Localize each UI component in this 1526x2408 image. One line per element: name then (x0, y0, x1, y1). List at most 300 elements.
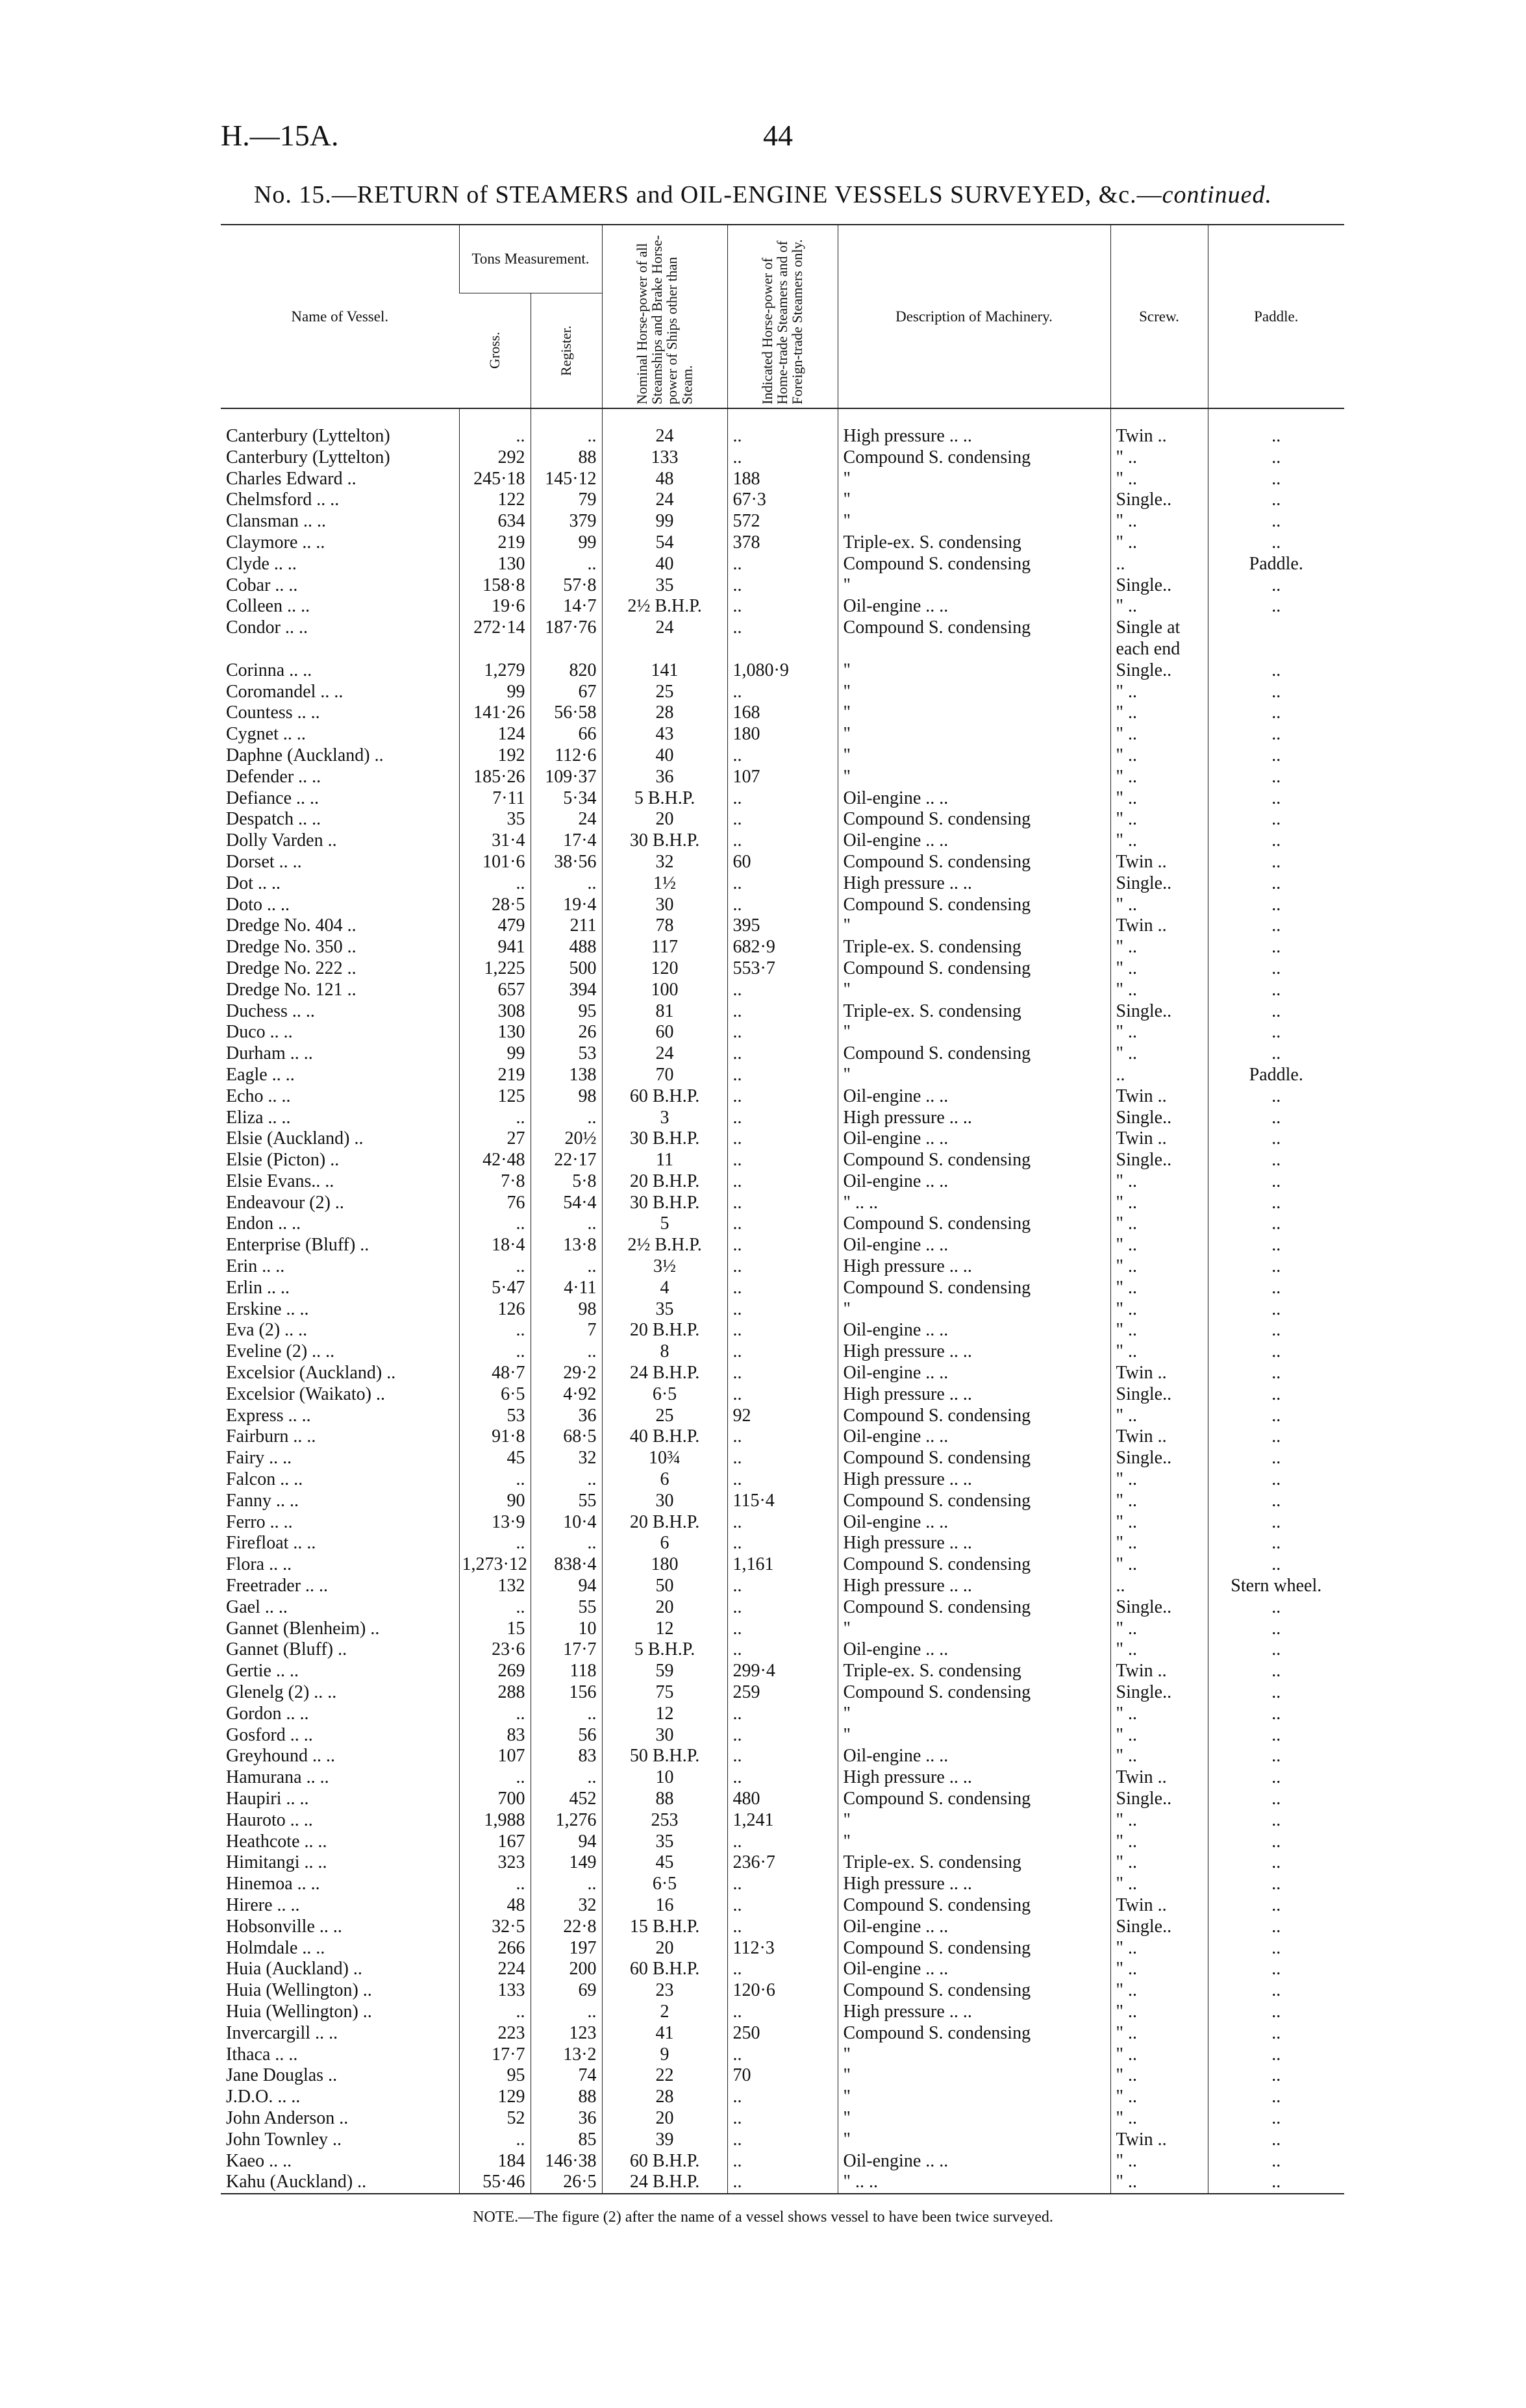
screw-cell: " .. (1110, 1554, 1208, 1576)
vessel-name-cell: Dredge No. 222 .. (226, 958, 356, 978)
indicated-hp-cell: 378 (727, 532, 838, 554)
register-tons-cell: 56·58 (531, 702, 602, 724)
indicated-hp-cell: .. (727, 682, 838, 703)
table-row (221, 2108, 1344, 2129)
paddle-cell: .. (1208, 1001, 1344, 1023)
screw-cell: " .. (1110, 1022, 1208, 1043)
table-row (221, 1767, 1344, 1789)
register-tons-cell: 54·4 (531, 1193, 602, 1214)
screw-cell: " .. (1110, 1852, 1208, 1874)
vessel-name-cell: Eva (2) .. .. (226, 1320, 308, 1341)
indicated-hp-cell: 1,080·9 (727, 660, 838, 682)
register-tons-cell: 69 (531, 1980, 602, 2002)
nominal-hp-cell: 20 (602, 1597, 727, 1619)
paddle-cell: .. (1208, 1512, 1344, 1533)
nominal-hp-cell: 117 (602, 937, 727, 958)
gross-tons-cell: 133 (459, 1980, 531, 2002)
screw-cell: " .. (1110, 2002, 1208, 2023)
header-indicated-horse-power: Indicated Horse-power of Home-trade Steamers and of Foreign-trade Steamers only. (727, 225, 838, 408)
gross-tons-cell: .. (459, 1341, 531, 1363)
vessel-name-cell: Endeavour (2) .. (226, 1192, 344, 1213)
register-tons-cell: 394 (531, 980, 602, 1001)
indicated-hp-cell: .. (727, 2172, 838, 2194)
gross-tons-cell: 479 (459, 915, 531, 937)
nominal-hp-cell: 20 (602, 2108, 727, 2129)
table-row (221, 1725, 1344, 1746)
table-row (221, 554, 1344, 575)
paddle-cell: .. (1208, 1874, 1344, 1895)
gross-tons-cell: 90 (459, 1491, 531, 1512)
vessel-name-cell: Holmdale .. .. (226, 1937, 325, 1958)
indicated-hp-cell: 60 (727, 852, 838, 873)
vessel-name-cell: Cobar .. .. (226, 575, 298, 595)
vessel-name-cell: Freetrader .. .. (226, 1576, 329, 1596)
table-row (221, 1704, 1344, 1725)
paddle-cell: .. (1208, 2151, 1344, 2172)
nominal-hp-cell: 30 B.H.P. (602, 1128, 727, 1150)
indicated-hp-cell: .. (727, 1299, 838, 1321)
screw-cell: Single.. (1110, 1108, 1208, 1129)
machinery-cell: Compound S. condensing (838, 1938, 1110, 1959)
vessel-name-cell: Huia (Auckland) .. (226, 1959, 362, 1980)
machinery-cell: Oil-engine .. .. (838, 1639, 1110, 1661)
machinery-cell: " (838, 745, 1110, 767)
gross-tons-cell: .. (459, 1108, 531, 1129)
vessel-name-cell: Hinemoa .. .. (226, 1874, 320, 1894)
nominal-hp-cell: 100 (602, 980, 727, 1001)
indicated-hp-cell: .. (727, 788, 838, 810)
register-tons-cell: .. (531, 873, 602, 895)
vessel-name-cell: Coromandel .. .. (226, 681, 344, 702)
table-row (221, 1341, 1344, 1363)
register-tons-cell: 36 (531, 1406, 602, 1427)
nominal-hp-cell: 39 (602, 2129, 727, 2151)
indicated-hp-cell: .. (727, 1193, 838, 1214)
register-tons-cell: 32 (531, 1895, 602, 1917)
machinery-cell: Compound S. condensing (838, 1980, 1110, 2002)
table-row (221, 915, 1344, 937)
table-row (221, 596, 1344, 617)
machinery-cell: Compound S. condensing (838, 852, 1110, 873)
nominal-hp-cell: 2½ B.H.P. (602, 596, 727, 617)
gross-tons-cell: 45 (459, 1448, 531, 1469)
indicated-hp-cell: 682·9 (727, 937, 838, 958)
gross-tons-cell: 1,273·12 (459, 1554, 531, 1576)
register-tons-cell: 94 (531, 1576, 602, 1597)
register-tons-cell: 4·92 (531, 1384, 602, 1406)
screw-cell: .. (1110, 1576, 1208, 1597)
paddle-cell: .. (1208, 809, 1344, 830)
table-row (221, 788, 1344, 810)
table-row (221, 1448, 1344, 1469)
paddle-cell: .. (1208, 2023, 1344, 2044)
paddle-cell: .. (1208, 2108, 1344, 2129)
machinery-cell: Compound S. condensing (838, 1448, 1110, 1469)
table-row (221, 532, 1344, 554)
table-row (221, 1426, 1344, 1448)
vessel-name-cell: Eagle .. .. (226, 1064, 295, 1085)
machinery-cell: Compound S. condensing (838, 554, 1110, 575)
machinery-cell: " (838, 767, 1110, 788)
table-row (221, 1065, 1344, 1086)
screw-cell: Single.. (1110, 1597, 1208, 1619)
indicated-hp-cell: .. (727, 575, 838, 597)
register-tons-cell: 200 (531, 1959, 602, 1980)
screw-cell: " .. (1110, 2023, 1208, 2044)
paddle-cell: .. (1208, 1278, 1344, 1299)
table-row (221, 1108, 1344, 1129)
vessel-name-cell: Defiance .. .. (226, 788, 319, 808)
vessel-name-cell: Duchess .. .. (226, 1000, 315, 1021)
screw-cell: " .. (1110, 2044, 1208, 2066)
nominal-hp-cell: 141 (602, 660, 727, 682)
gross-tons-cell: 219 (459, 532, 531, 554)
machinery-cell: Triple-ex. S. condensing (838, 532, 1110, 554)
table-row (221, 1639, 1344, 1661)
vessel-name-cell: Excelsior (Waikato) .. (226, 1384, 385, 1404)
gross-tons-cell: 185·26 (459, 767, 531, 788)
table-row (221, 617, 1344, 639)
register-tons-cell: .. (531, 1341, 602, 1363)
machinery-cell: High pressure .. .. (838, 1108, 1110, 1129)
machinery-cell: High pressure .. .. (838, 1576, 1110, 1597)
table-row (221, 1001, 1344, 1023)
register-tons-cell: 146·38 (531, 2151, 602, 2172)
machinery-cell: Oil-engine .. .. (838, 1917, 1110, 1938)
vessel-name-cell: Glenelg (2) .. .. (226, 1682, 337, 1703)
vessel-name-cell: Canterbury (Lyttelton) (226, 426, 390, 446)
nominal-hp-cell: 24 (602, 617, 727, 639)
gross-tons-cell: 223 (459, 2023, 531, 2044)
register-tons-cell: 88 (531, 447, 602, 469)
vessel-name-cell: Colleen .. .. (226, 596, 310, 617)
nominal-hp-cell: 15 B.H.P. (602, 1917, 727, 1938)
paddle-cell: .. (1208, 1448, 1344, 1469)
register-tons-cell: 379 (531, 511, 602, 532)
table-row (221, 639, 1344, 660)
indicated-hp-cell: .. (727, 1426, 838, 1448)
machinery-cell: Compound S. condensing (838, 1597, 1110, 1619)
paddle-cell: .. (1208, 915, 1344, 937)
nominal-hp-cell: 35 (602, 1831, 727, 1853)
paddle-cell: .. (1208, 1639, 1344, 1661)
nominal-hp-cell: 25 (602, 1406, 727, 1427)
machinery-cell: " (838, 1725, 1110, 1746)
table-row (221, 1576, 1344, 1597)
vessel-name-cell: Durham .. .. (226, 1043, 313, 1064)
paddle-cell: .. (1208, 532, 1344, 554)
paddle-cell: .. (1208, 1917, 1344, 1938)
screw-cell: " .. (1110, 788, 1208, 810)
indicated-hp-cell: .. (727, 830, 838, 852)
register-tons-cell: 145·12 (531, 469, 602, 490)
vessel-name-cell: Canterbury (Lyttelton) (226, 447, 390, 467)
register-tons-cell: .. (531, 1213, 602, 1235)
machinery-cell: Compound S. condensing (838, 617, 1110, 639)
nominal-hp-cell: 60 B.H.P. (602, 2151, 727, 2172)
register-tons-cell: 85 (531, 2129, 602, 2151)
gross-tons-cell: .. (459, 408, 531, 447)
gross-tons-cell: .. (459, 1704, 531, 1725)
machinery-cell: " (838, 2044, 1110, 2066)
indicated-hp-cell: .. (727, 1767, 838, 1789)
machinery-cell: Compound S. condensing (838, 809, 1110, 830)
nominal-hp-cell: 23 (602, 1980, 727, 2002)
nominal-hp-cell: 25 (602, 682, 727, 703)
indicated-hp-cell: .. (727, 1363, 838, 1384)
nominal-hp-cell: 24 (602, 408, 727, 447)
paddle-cell: .. (1208, 2002, 1344, 2023)
gross-tons-cell: 13·9 (459, 1512, 531, 1533)
screw-cell: " .. (1110, 1619, 1208, 1640)
screw-cell: Twin .. (1110, 1128, 1208, 1150)
gross-tons-cell: 192 (459, 745, 531, 767)
table-row (221, 2129, 1344, 2151)
gross-tons-cell: 657 (459, 980, 531, 1001)
vessel-name-cell: Erin .. .. (226, 1256, 285, 1277)
gross-tons-cell: 272·14 (459, 617, 531, 639)
gross-tons-cell: 158·8 (459, 575, 531, 597)
gross-tons-cell: .. (459, 1469, 531, 1491)
gross-tons-cell: 1,988 (459, 1810, 531, 1831)
nominal-hp-cell: 60 B.H.P. (602, 1086, 727, 1108)
register-tons-cell: 38·56 (531, 852, 602, 873)
table-row (221, 1597, 1344, 1619)
nominal-hp-cell: 2 (602, 2002, 727, 2023)
vessel-name-cell: Express .. .. (226, 1405, 311, 1426)
register-tons-cell: 838·4 (531, 1554, 602, 1576)
paddle-cell: .. (1208, 1831, 1344, 1853)
table-row (221, 1320, 1344, 1341)
screw-cell: " .. (1110, 1639, 1208, 1661)
indicated-hp-cell: 180 (727, 724, 838, 745)
table-row (221, 660, 1344, 682)
indicated-hp-cell: 92 (727, 1406, 838, 1427)
nominal-hp-cell: 50 B.H.P. (602, 1746, 727, 1767)
register-tons-cell: 500 (531, 958, 602, 980)
gross-tons-cell: 48 (459, 1895, 531, 1917)
machinery-cell: " (838, 660, 1110, 682)
register-tons-cell: .. (531, 408, 602, 447)
paddle-cell: .. (1208, 1725, 1344, 1746)
machinery-cell: " (838, 915, 1110, 937)
table-row (221, 873, 1344, 895)
indicated-hp-cell: .. (727, 1235, 838, 1256)
nominal-hp-cell: 32 (602, 852, 727, 873)
indicated-hp-cell: .. (727, 1320, 838, 1341)
screw-cell: " .. (1110, 1406, 1208, 1427)
nominal-hp-cell: 9 (602, 2044, 727, 2066)
paddle-cell: .. (1208, 1299, 1344, 1321)
nominal-hp-cell: 12 (602, 1619, 727, 1640)
indicated-hp-cell: .. (727, 2129, 838, 2151)
vessel-name-cell: Claymore .. .. (226, 532, 325, 552)
vessel-name-cell: Invercargill .. .. (226, 2022, 338, 2043)
gross-tons-cell: 308 (459, 1001, 531, 1023)
indicated-hp-cell (727, 639, 838, 660)
register-tons-cell: 149 (531, 1852, 602, 1874)
gross-tons-cell: 18·4 (459, 1235, 531, 1256)
steamers-return-table (221, 224, 1344, 2194)
paddle-cell: .. (1208, 1171, 1344, 1193)
screw-cell: " .. (1110, 724, 1208, 745)
machinery-cell: " (838, 2065, 1110, 2087)
nominal-hp-cell: 88 (602, 1789, 727, 1810)
table-row (221, 1469, 1344, 1491)
nominal-hp-cell: 20 (602, 1938, 727, 1959)
register-tons-cell: 452 (531, 1789, 602, 1810)
table-row (221, 490, 1344, 511)
machinery-cell: Compound S. condensing (838, 2023, 1110, 2044)
nominal-hp-cell: 54 (602, 532, 727, 554)
screw-cell: " .. (1110, 1193, 1208, 1214)
screw-cell: " .. (1110, 745, 1208, 767)
indicated-hp-cell: 259 (727, 1682, 838, 1704)
table-row (221, 958, 1344, 980)
screw-cell: " .. (1110, 2108, 1208, 2129)
gross-tons-cell: 76 (459, 1193, 531, 1214)
gross-tons-cell: 53 (459, 1406, 531, 1427)
table-row (221, 767, 1344, 788)
vessel-rows (221, 408, 1344, 2194)
paddle-cell: .. (1208, 1533, 1344, 1554)
gross-tons-cell: 288 (459, 1682, 531, 1704)
screw-cell: " .. (1110, 937, 1208, 958)
nominal-hp-cell: 12 (602, 1704, 727, 1725)
screw-cell: Single.. (1110, 1789, 1208, 1810)
paddle-cell: .. (1208, 830, 1344, 852)
paddle-cell: .. (1208, 1341, 1344, 1363)
paddle-cell: .. (1208, 575, 1344, 597)
nominal-hp-cell: 24 B.H.P. (602, 1363, 727, 1384)
gross-tons-cell: .. (459, 873, 531, 895)
nominal-hp-cell: 43 (602, 724, 727, 745)
report-reference: H.—15A. (221, 119, 339, 152)
indicated-hp-cell: 553·7 (727, 958, 838, 980)
machinery-cell: Compound S. condensing (838, 1682, 1110, 1704)
table-row (221, 408, 1344, 447)
indicated-hp-cell: .. (727, 2087, 838, 2108)
nominal-hp-cell: 28 (602, 2087, 727, 2108)
screw-cell: Single.. (1110, 1917, 1208, 1938)
vessel-name-cell: Gannet (Bluff) .. (226, 1639, 347, 1660)
indicated-hp-cell: .. (727, 895, 838, 916)
paddle-cell: .. (1208, 937, 1344, 958)
screw-cell: Single.. (1110, 1384, 1208, 1406)
table-row (221, 1512, 1344, 1533)
nominal-hp-cell: 22 (602, 2065, 727, 2087)
indicated-hp-cell: .. (727, 1874, 838, 1895)
vessel-name-cell: Eliza .. .. (226, 1107, 291, 1128)
paddle-cell: .. (1208, 788, 1344, 810)
nominal-hp-cell: 6 (602, 1533, 727, 1554)
gross-tons-cell: 55·46 (459, 2172, 531, 2194)
table-row (221, 1831, 1344, 1853)
nominal-hp-cell: 60 (602, 1022, 727, 1043)
indicated-hp-cell: .. (727, 596, 838, 617)
machinery-cell: " (838, 575, 1110, 597)
machinery-cell: " (838, 724, 1110, 745)
screw-cell: .. (1110, 1065, 1208, 1086)
indicated-hp-cell: .. (727, 617, 838, 639)
paddle-cell: .. (1208, 1235, 1344, 1256)
machinery-cell: High pressure .. .. (838, 1874, 1110, 1895)
vessel-name-cell: Gannet (Blenheim) .. (226, 1618, 380, 1639)
vessel-name-cell: J.D.O. .. .. (226, 2087, 301, 2107)
indicated-hp-cell: .. (727, 2108, 838, 2129)
machinery-cell: High pressure .. .. (838, 408, 1110, 447)
indicated-hp-cell: .. (727, 1831, 838, 1853)
gross-tons-cell: 700 (459, 1789, 531, 1810)
screw-cell: " .. (1110, 2087, 1208, 2108)
screw-cell: Single at (1110, 617, 1208, 639)
register-tons-cell: 118 (531, 1661, 602, 1682)
paddle-cell: .. (1208, 1491, 1344, 1512)
register-tons-cell: 211 (531, 915, 602, 937)
register-tons-cell: 14·7 (531, 596, 602, 617)
paddle-cell: .. (1208, 1150, 1344, 1171)
machinery-cell: " (838, 1022, 1110, 1043)
register-tons-cell: 74 (531, 2065, 602, 2087)
table-row (221, 1810, 1344, 1831)
nominal-hp-cell: 35 (602, 1299, 727, 1321)
register-tons-cell: 56 (531, 1725, 602, 1746)
register-tons-cell: 94 (531, 1831, 602, 1853)
nominal-hp-cell: 99 (602, 511, 727, 532)
vessel-name-cell: Hirere .. .. (226, 1894, 300, 1915)
indicated-hp-cell: 120·6 (727, 1980, 838, 2002)
indicated-hp-cell: 168 (727, 702, 838, 724)
vessel-name-cell: Greyhound .. .. (226, 1746, 335, 1767)
gross-tons-cell: 42·48 (459, 1150, 531, 1171)
table-row (221, 447, 1344, 469)
vessel-name-cell: Enterprise (Bluff) .. (226, 1235, 369, 1256)
register-tons-cell: 24 (531, 809, 602, 830)
register-tons-cell: 68·5 (531, 1426, 602, 1448)
machinery-cell: " (838, 2087, 1110, 2108)
paddle-cell: .. (1208, 1086, 1344, 1108)
indicated-hp-cell: .. (727, 1128, 838, 1150)
indicated-hp-cell: 67·3 (727, 490, 838, 511)
header-screw: Screw. (1110, 225, 1208, 408)
nominal-hp-cell: 20 B.H.P. (602, 1171, 727, 1193)
table-row (221, 1661, 1344, 1682)
vessel-name-cell: Excelsior (Auckland) .. (226, 1363, 396, 1384)
paddle-cell: .. (1208, 980, 1344, 1001)
screw-cell: " .. (1110, 2172, 1208, 2194)
nominal-hp-cell: 5 B.H.P. (602, 1639, 727, 1661)
paddle-cell: Paddle. (1208, 1065, 1344, 1086)
screw-cell: Twin .. (1110, 1661, 1208, 1682)
register-tons-cell: .. (531, 1533, 602, 1554)
vessel-name-cell: Dorset .. .. (226, 851, 302, 872)
gross-tons-cell: 17·7 (459, 2044, 531, 2066)
paddle-cell: .. (1208, 660, 1344, 682)
nominal-hp-cell: 30 (602, 1491, 727, 1512)
vessel-name-cell: Kahu (Auckland) .. (221, 2172, 459, 2194)
machinery-cell: " (838, 2108, 1110, 2129)
screw-cell: Single.. (1110, 1001, 1208, 1023)
nominal-hp-cell: 10¾ (602, 1448, 727, 1469)
register-tons-cell: .. (531, 1256, 602, 1278)
header-description-of-machinery: Description of Machinery. (838, 225, 1110, 408)
gross-tons-cell: 167 (459, 1831, 531, 1853)
vessel-name-cell: Chelmsford .. .. (226, 490, 340, 510)
paddle-cell: .. (1208, 745, 1344, 767)
gross-tons-cell: 7·11 (459, 788, 531, 810)
machinery-cell: Oil-engine .. .. (838, 1086, 1110, 1108)
nominal-hp-cell: 180 (602, 1554, 727, 1576)
